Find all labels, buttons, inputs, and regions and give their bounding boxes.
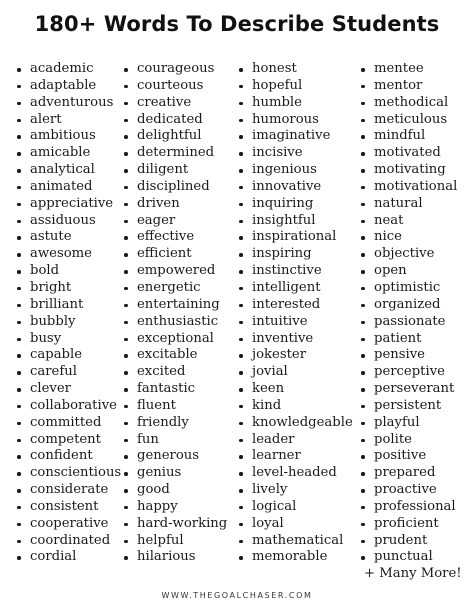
word-item: consistent <box>17 499 121 516</box>
word-item: neat <box>361 213 462 230</box>
word-item: keen <box>239 381 353 398</box>
word-item: clever <box>17 381 121 398</box>
word-item: intuitive <box>239 314 353 331</box>
word-item: hopeful <box>239 78 353 95</box>
word-item: methodical <box>361 95 462 112</box>
word-item: adventurous <box>17 95 121 112</box>
word-item: open <box>361 263 462 280</box>
word-item: inspirational <box>239 229 353 246</box>
word-item: jokester <box>239 347 353 364</box>
word-item: analytical <box>17 162 121 179</box>
word-item: insightful <box>239 213 353 230</box>
word-item: appreciative <box>17 196 121 213</box>
word-item: competent <box>17 432 121 449</box>
word-item: punctual <box>361 549 462 566</box>
word-item: humorous <box>239 112 353 129</box>
word-item: memorable <box>239 549 353 566</box>
word-item: busy <box>17 331 121 348</box>
word-item: ambitious <box>17 128 121 145</box>
word-item: generous <box>124 448 227 465</box>
word-item: driven <box>124 196 227 213</box>
word-item: excitable <box>124 347 227 364</box>
word-item: passionate <box>361 314 462 331</box>
word-item: fantastic <box>124 381 227 398</box>
word-item: nice <box>361 229 462 246</box>
word-item: astute <box>17 229 121 246</box>
word-item: energetic <box>124 280 227 297</box>
word-item: professional <box>361 499 462 516</box>
word-item: organized <box>361 297 462 314</box>
word-item: positive <box>361 448 462 465</box>
word-item: hilarious <box>124 549 227 566</box>
word-item: prudent <box>361 533 462 550</box>
word-item: happy <box>124 499 227 516</box>
word-item: objective <box>361 246 462 263</box>
word-item: brilliant <box>17 297 121 314</box>
word-column-2 <box>124 61 227 566</box>
word-item: considerate <box>17 482 121 499</box>
word-item: instinctive <box>239 263 353 280</box>
word-item: honest <box>239 61 353 78</box>
word-item: cordial <box>17 549 121 566</box>
word-item: perceptive <box>361 364 462 381</box>
word-item: proactive <box>361 482 462 499</box>
word-item: dedicated <box>124 112 227 129</box>
word-item: good <box>124 482 227 499</box>
word-item: disciplined <box>124 179 227 196</box>
word-item: academic <box>17 61 121 78</box>
word-item: conscientious <box>17 465 121 482</box>
word-item: optimistic <box>361 280 462 297</box>
word-item: assiduous <box>17 213 121 230</box>
word-item: genius <box>124 465 227 482</box>
word-item: delightful <box>124 128 227 145</box>
word-item: bright <box>17 280 121 297</box>
word-item: exceptional <box>124 331 227 348</box>
word-item: careful <box>17 364 121 381</box>
word-item: hard-working <box>124 516 227 533</box>
page-title: 180+ Words To Describe Students <box>34 12 440 36</box>
word-item: helpful <box>124 533 227 550</box>
word-item: determined <box>124 145 227 162</box>
word-item: creative <box>124 95 227 112</box>
word-item: enthusiastic <box>124 314 227 331</box>
word-item: courteous <box>124 78 227 95</box>
word-item: logical <box>239 499 353 516</box>
word-item: efficient <box>124 246 227 263</box>
word-item: eager <box>124 213 227 230</box>
word-item: proficient <box>361 516 462 533</box>
word-item: adaptable <box>17 78 121 95</box>
word-item: jovial <box>239 364 353 381</box>
word-item: natural <box>361 196 462 213</box>
word-item: meticulous <box>361 112 462 129</box>
word-item: awesome <box>17 246 121 263</box>
word-item: prepared <box>361 465 462 482</box>
word-item: pensive <box>361 347 462 364</box>
word-item: innovative <box>239 179 353 196</box>
word-item: interested <box>239 297 353 314</box>
word-item: incisive <box>239 145 353 162</box>
word-item: friendly <box>124 415 227 432</box>
word-item: amicable <box>17 145 121 162</box>
word-item: fluent <box>124 398 227 415</box>
many-more-note: + Many More! <box>364 566 462 582</box>
word-item: polite <box>361 432 462 449</box>
word-item: capable <box>17 347 121 364</box>
word-item: cooperative <box>17 516 121 533</box>
word-item: empowered <box>124 263 227 280</box>
word-item: learner <box>239 448 353 465</box>
word-item: effective <box>124 229 227 246</box>
footer-website: WWW.THEGOALCHASER.COM <box>161 591 313 600</box>
word-columns <box>0 61 474 581</box>
word-item: knowledgeable <box>239 415 353 432</box>
word-item: coordinated <box>17 533 121 550</box>
word-item: animated <box>17 179 121 196</box>
word-item: alert <box>17 112 121 129</box>
word-item: perseverant <box>361 381 462 398</box>
word-item: diligent <box>124 162 227 179</box>
word-item: leader <box>239 432 353 449</box>
word-item: excited <box>124 364 227 381</box>
word-item: inventive <box>239 331 353 348</box>
word-item: loyal <box>239 516 353 533</box>
word-item: persistent <box>361 398 462 415</box>
word-item: mindful <box>361 128 462 145</box>
word-item: mathematical <box>239 533 353 550</box>
word-item: motivating <box>361 162 462 179</box>
word-column-1 <box>17 61 121 566</box>
word-column-4 <box>361 61 462 583</box>
word-item: ingenious <box>239 162 353 179</box>
word-item: motivated <box>361 145 462 162</box>
word-item: inquiring <box>239 196 353 213</box>
word-item: playful <box>361 415 462 432</box>
word-item: mentee <box>361 61 462 78</box>
word-item: lively <box>239 482 353 499</box>
word-item: inspiring <box>239 246 353 263</box>
word-item: collaborative <box>17 398 121 415</box>
word-item: fun <box>124 432 227 449</box>
word-item: courageous <box>124 61 227 78</box>
word-item: humble <box>239 95 353 112</box>
word-item: committed <box>17 415 121 432</box>
word-item: mentor <box>361 78 462 95</box>
word-item: bubbly <box>17 314 121 331</box>
word-item: intelligent <box>239 280 353 297</box>
word-column-3 <box>239 61 353 566</box>
word-item: bold <box>17 263 121 280</box>
word-item: imaginative <box>239 128 353 145</box>
word-item: motivational <box>361 179 462 196</box>
word-item: kind <box>239 398 353 415</box>
word-item: confident <box>17 448 121 465</box>
word-item: entertaining <box>124 297 227 314</box>
word-item: level-headed <box>239 465 353 482</box>
word-item: patient <box>361 331 462 348</box>
